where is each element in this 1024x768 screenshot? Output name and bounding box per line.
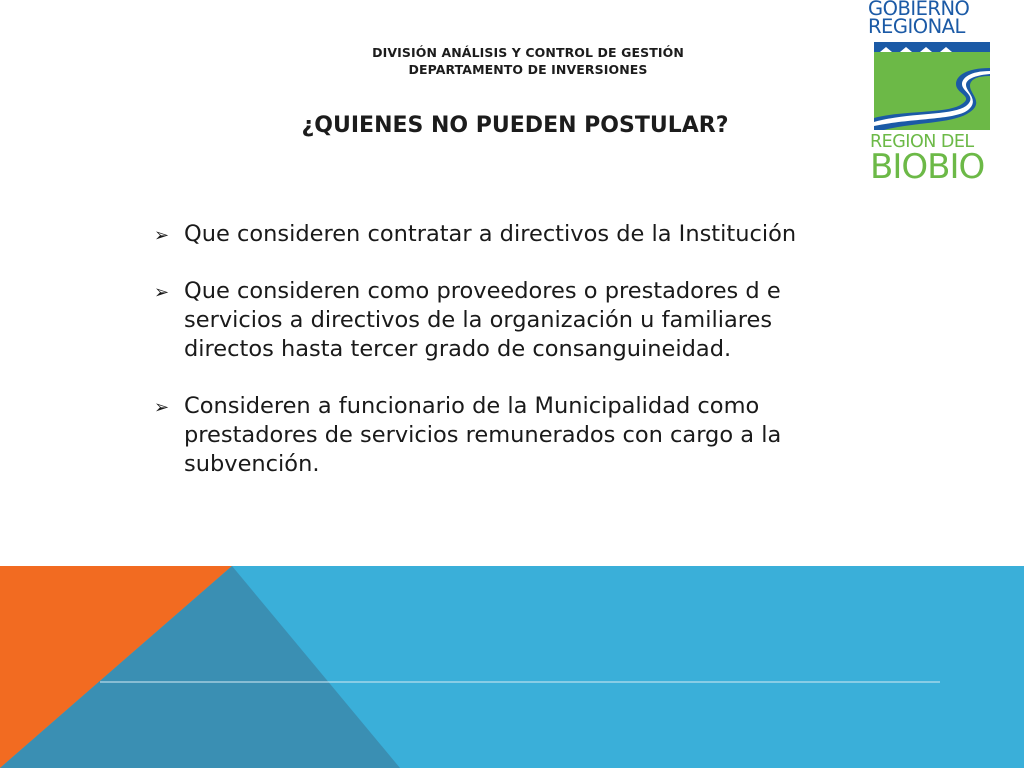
division-name: DIVISIÓN ANÁLISIS Y CONTROL DE GESTIÓN	[372, 45, 684, 60]
bullet-list	[152, 220, 912, 507]
river-emblem-icon	[874, 42, 990, 130]
logo-top-text	[868, 0, 994, 36]
slide-title: ¿QUIENES NO PUEDEN POSTULAR?	[301, 113, 729, 138]
department-name: DEPARTAMENTO DE INVERSIONES	[408, 62, 648, 77]
logo-bottom-text	[870, 132, 994, 187]
bullet-text: Que consideren como proveedores o prestadores d e servicios a directivos de la organización u familiares directos hasta tercer grado de consanguineidad.	[184, 278, 781, 362]
gobierno-regional-logo	[868, 0, 994, 187]
logo-regional: REGIONAL	[868, 15, 965, 38]
logo-gobierno: GOBIERNO	[868, 0, 970, 20]
bullet-item	[152, 392, 912, 479]
division-header	[300, 44, 756, 78]
arrow-bullet-icon: ➢	[154, 282, 170, 303]
bullet-item	[152, 220, 912, 249]
arrow-bullet-icon: ➢	[154, 397, 170, 418]
logo-region-del: REGION DEL	[870, 132, 974, 152]
bullet-text: Que consideren contratar a directivos de la Institución	[184, 221, 797, 247]
logo-biobio: BIOBIO	[870, 147, 985, 187]
bullet-text: Consideren a funcionario de la Municipalidad como prestadores de servicios remunerados con cargo a la subvención.	[184, 393, 782, 477]
bullet-item	[152, 277, 912, 364]
arrow-bullet-icon: ➢	[154, 225, 170, 246]
decorative-footer-band	[0, 566, 1024, 768]
